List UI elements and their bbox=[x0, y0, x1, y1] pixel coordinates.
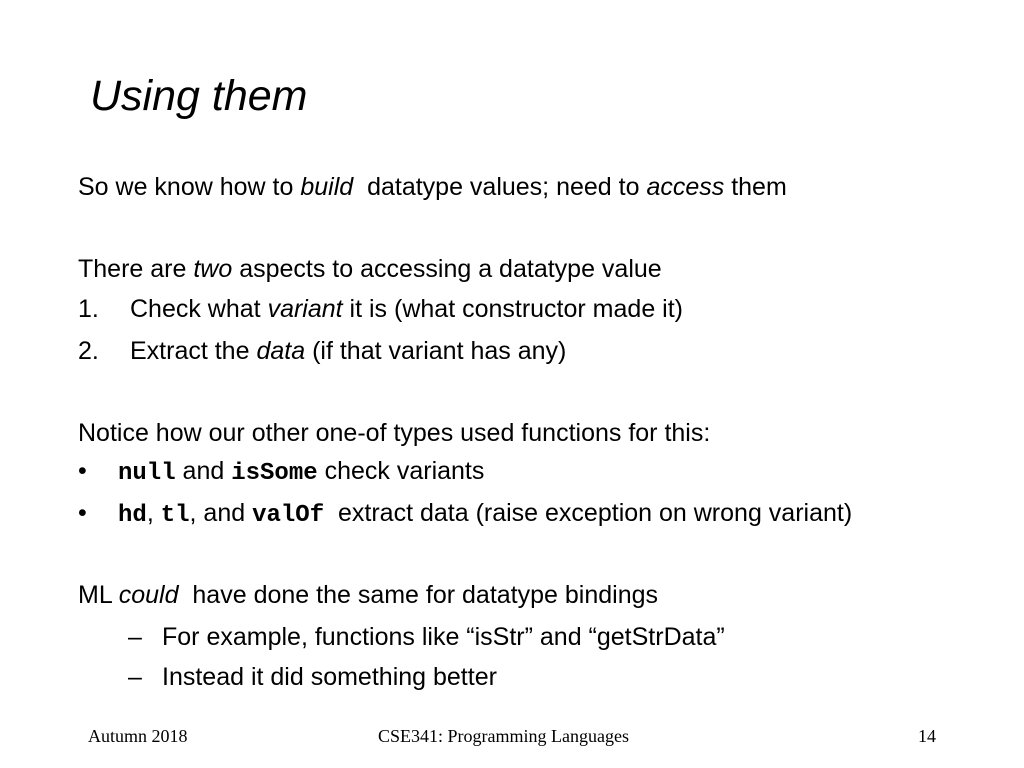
dash-marker: – bbox=[128, 663, 142, 691]
text: (if that variant has any) bbox=[305, 337, 567, 365]
footer-date: Autumn 2018 bbox=[88, 726, 188, 746]
text: Notice how our other one-of types used functions for this: bbox=[78, 419, 711, 447]
bullet-item-2 bbox=[78, 498, 852, 531]
text: For example, functions like “isStr” and “getStrData” bbox=[162, 623, 725, 651]
text: Extract the bbox=[130, 337, 257, 365]
paragraph-ml-could bbox=[78, 580, 658, 610]
paragraph-build-access bbox=[78, 172, 787, 202]
list-number: 2. bbox=[78, 337, 99, 365]
text: it is (what constructor made it) bbox=[342, 295, 683, 323]
slide-title: Using them bbox=[90, 72, 308, 120]
text: and bbox=[175, 457, 232, 485]
text: ML bbox=[78, 581, 119, 609]
code-valof: valOf bbox=[252, 502, 325, 529]
text: check variants bbox=[317, 457, 485, 485]
text: extract data (raise exception on wrong variant) bbox=[324, 499, 853, 527]
emphasis-access: access bbox=[646, 173, 725, 201]
bullet-item-1 bbox=[78, 456, 484, 489]
numbered-item-1 bbox=[78, 294, 683, 324]
text: , bbox=[146, 499, 161, 527]
text: aspects to accessing a datatype value bbox=[232, 255, 662, 283]
text: Instead it did something better bbox=[162, 663, 497, 691]
text: have done the same for datatype bindings bbox=[178, 581, 659, 609]
dash-marker: – bbox=[128, 623, 142, 651]
code-issome: isSome bbox=[231, 460, 318, 487]
emphasis-build: build bbox=[300, 173, 354, 201]
bullet-marker: • bbox=[78, 499, 87, 527]
text: There are bbox=[78, 255, 194, 283]
code-null: null bbox=[118, 460, 176, 487]
emphasis-could: could bbox=[118, 581, 179, 609]
numbered-item-2 bbox=[78, 336, 566, 366]
emphasis-variant: variant bbox=[267, 295, 343, 323]
footer-course: CSE341: Programming Languages bbox=[378, 726, 629, 746]
footer-page-number: 14 bbox=[918, 726, 936, 746]
code-hd: hd bbox=[118, 502, 147, 529]
text: So we know how to bbox=[78, 173, 301, 201]
emphasis-two: two bbox=[193, 255, 233, 283]
paragraph-notice bbox=[78, 418, 710, 448]
list-number: 1. bbox=[78, 295, 99, 323]
text: them bbox=[724, 173, 787, 201]
dash-item-1 bbox=[128, 622, 725, 652]
paragraph-two-aspects bbox=[78, 254, 662, 284]
emphasis-data: data bbox=[256, 337, 306, 365]
dash-item-2 bbox=[128, 662, 497, 692]
code-tl: tl bbox=[160, 502, 190, 529]
text: Check what bbox=[130, 295, 268, 323]
text: datatype values; need to bbox=[353, 173, 647, 201]
bullet-marker: • bbox=[78, 457, 87, 485]
text: , and bbox=[189, 499, 253, 527]
